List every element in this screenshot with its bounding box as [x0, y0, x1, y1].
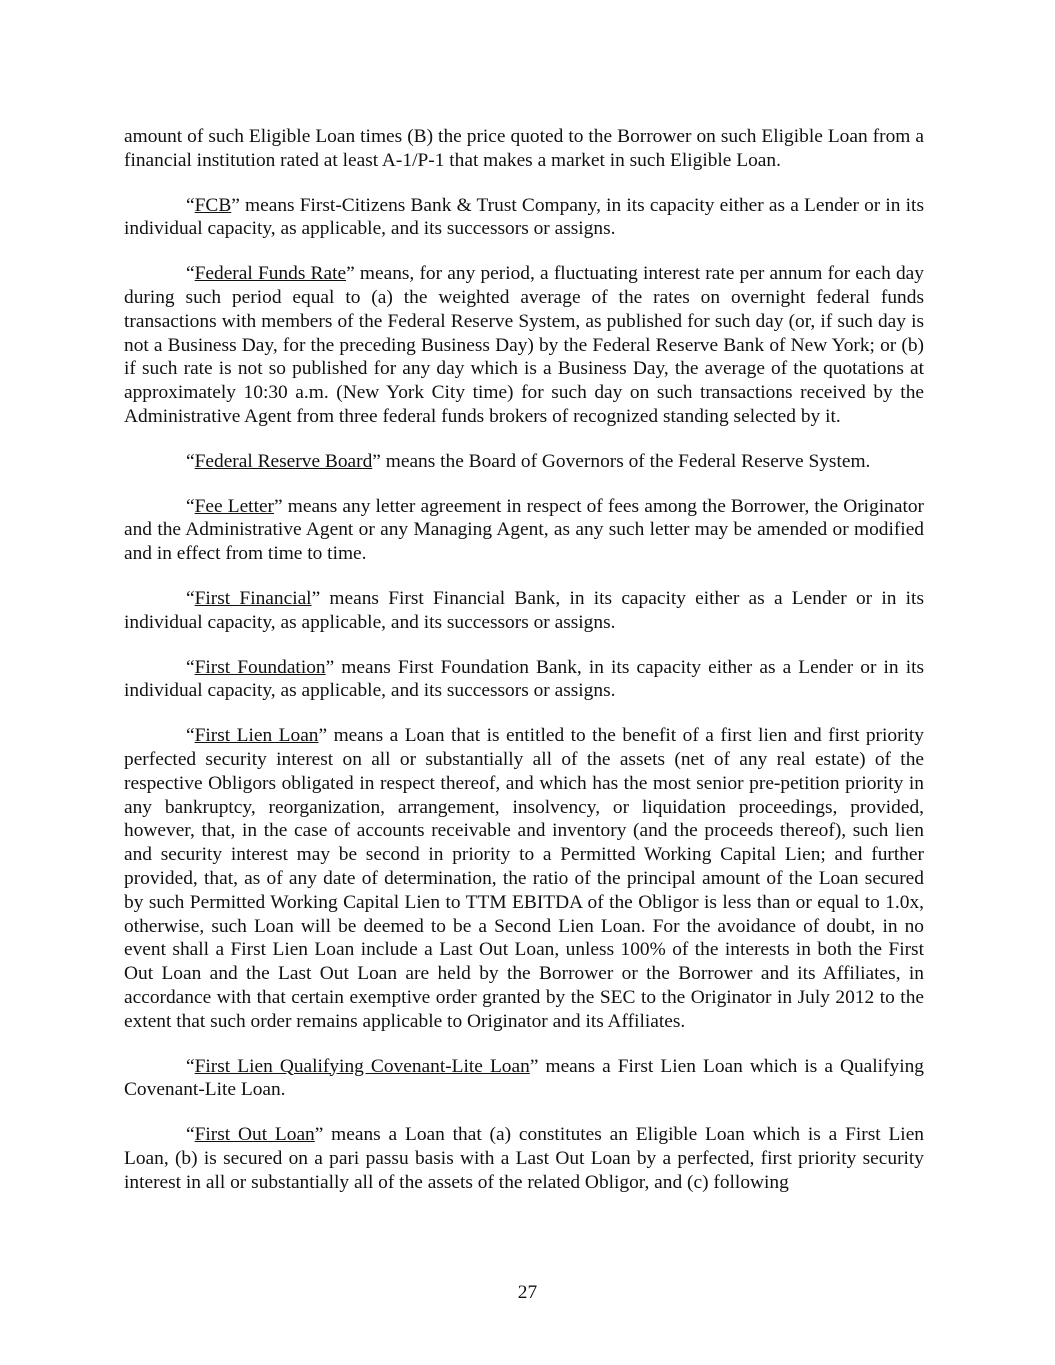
definition-text: means, for any period, a fluctuating interest rate per annum for each day during such period equal to (a) the weighted average of the rates on overnight federal funds transactions with members of the Federal Reserve System, as published for such day (or, if such day is not a Business Day, for the preceding Business Day) by the Federal Reserve Bank of New York; or (b) if such rate is not so published for any day which is a Business Day, the average of the quotations at approximately 10:30 a.m. (New York City time) for such day on such transactions received by the Administrative Agent from three federal funds brokers of recognized standing selected by it.	[124, 263, 924, 427]
defined-term: First Foundation	[194, 656, 326, 678]
page-number: 27	[517, 1282, 538, 1303]
definition-first-out-loan: “First Out Loan” means a Loan that (a) constitutes an Eligible Loan which is a First Lien Loan, (b) is secured on a pari passu basis with a Last Out Loan by a perfected, first priority security interest in all or substantially all of the assets of the related Obligor, and (c) following	[124, 1124, 924, 1193]
defined-term: First Out Loan	[194, 1124, 315, 1146]
definition-federal-funds-rate: “Federal Funds Rate” means, for any period, a fluctuating interest rate per annum for each day during such period equal to (a) the weighted average of the rates on overnight federal funds transactions with members of the Federal Reserve System, as published for such day (or, if such day is not a Business Day, for the preceding Business Day) by the Federal Reserve Bank of New York; or (b) if such rate is not so published for any day which is a Business Day, the average of the quotations at approximately 10:30 a.m. (New York City time) for such day on such transactions received by the Administrative Agent from three federal funds brokers of recognized standing selected by it.	[124, 263, 924, 427]
definition-first-foundation: “First Foundation” means First Foundation Bank, in its capacity either as a Lender or in its individual capacity, as applicable, and its successors or assigns.	[124, 656, 925, 702]
defined-term: Federal Funds Rate	[194, 263, 347, 285]
defined-term: First Financial	[194, 587, 312, 609]
defined-term: First Lien Loan	[194, 725, 319, 747]
definition-text: means First Financial Bank, in its capacity either as a Lender or in its individual capacity, as applicable, and its successors or assigns.	[124, 587, 924, 633]
defined-term: First Lien Qualifying Covenant-Lite Loan	[194, 1055, 530, 1077]
definition-text: means a Loan that (a) constitutes an Eligible Loan which is a First Lien Loan, (b) is secured on a pari passu basis with a Last Out Loan by a perfected, first priority security interest in all or substantially all of the assets of the related Obligor, and (c) following	[124, 1124, 924, 1193]
definition-text: means the Board of Governors of the Federal Reserve System.	[380, 450, 871, 472]
document-body	[124, 125, 924, 1215]
definition-first-lien-loan: “First Lien Loan” means a Loan that is entitled to the benefit of a first lien and first priority perfected security interest on all or substantially all of the assets (net of any real estate) of the respective Obligors obligated in respect thereof, and which has the most senior pre-petition priority in any bankruptcy, reorganization, arrangement, insolvency, or liquidation proceedings, provided, however, that, in the case of accounts receivable and inventory (and the proceeds thereof), such lien and security interest may be second in priority to a Permitted Working Capital Lien; and further provided, that, as of any date of determination, the ratio of the principal amount of the Loan secured by such Permitted Working Capital Lien to TTM EBITDA of the Obligor is less than or equal to 1.0x, otherwise, such Loan will be deemed to be a Second Lien Loan. For the avoidance of doubt, in no event shall a First Lien Loan include a Last Out Loan, unless 100% of the interests in both the First Out Loan and the Last Out Loan are held by the Borrower or the Borrower and its Affiliates, in accordance with that certain exemptive order granted by the SEC to the Originator in July 2012 to the extent that such order remains applicable to Originator and its Affiliates.	[124, 725, 924, 1032]
paragraph-continuation	[124, 125, 924, 173]
definition-first-financial: “First Financial” means First Financial Bank, in its capacity either as a Lender or in its individual capacity, as applicable, and its successors or assigns.	[124, 587, 924, 633]
definition-text: means any letter agreement in respect of fees among the Borrower, the Originator and the Administrative Agent or any Managing Agent, as any such letter may be amended or modified and in effect from time to time.	[124, 495, 924, 565]
definition-text: means First Foundation Bank, in its capacity either as a Lender or in its individual capacity, as applicable, and its successors or assigns.	[124, 656, 925, 702]
definition-federal-reserve-board: “Federal Reserve Board” means the Board of Governors of the Federal Reserve System.	[186, 450, 871, 472]
defined-term: FCB	[194, 194, 232, 216]
definition-first-lien-qualifying-covenant-lite-loan: “First Lien Qualifying Covenant-Lite Loan” means a First Lien Loan which is a Qualifying Covenant-Lite Loan.	[124, 1055, 924, 1101]
definition-fee-letter: “Fee Letter” means any letter agreement in respect of fees among the Borrower, the Originator and the Administrative Agent or any Managing Agent, as any such letter may be amended or modified and in effect from time to time.	[124, 495, 924, 565]
definition-text: means First-Citizens Bank & Trust Company, in its capacity either as a Lender or in its individual capacity, as applicable, and its successors or assigns.	[124, 194, 924, 240]
defined-term: Federal Reserve Board	[194, 450, 373, 472]
definition-text: means a First Lien Loan which is a Qualifying Covenant-Lite Loan.	[124, 1055, 924, 1101]
definition-text: means a Loan that is entitled to the benefit of a first lien and first priority perfected security interest on all or substantially all of the assets (net of any real estate) of the respective Obligors obligated in respect thereof, and which has the most senior pre-petition priority in any bankruptcy, reorganization, arrangement, insolvency, or liquidation proceedings, provided, however, that, in the case of accounts receivable and inventory (and the proceeds thereof), such lien and security interest may be second in priority to a Permitted Working Capital Lien; and further provided, that, as of any date of determination, the ratio of the principal amount of the Loan secured by such Permitted Working Capital Lien to TTM EBITDA of the Obligor is less than or equal to 1.0x, otherwise, such Loan will be deemed to be a Second Lien Loan. For the avoidance of doubt, in no event shall a First Lien Loan include a Last Out Loan, unless 100% of the interests in both the First Out Loan and the Last Out Loan are held by the Borrower or the Borrower and its Affiliates, in accordance with that certain exemptive order granted by the SEC to the Originator in July 2012 to the extent that such order remains applicable to Originator and its Affiliates.	[124, 725, 924, 1032]
definition-fcb: “FCB” means First-Citizens Bank & Trust Company, in its capacity either as a Lender or in its individual capacity, as applicable, and its successors or assigns.	[124, 194, 924, 240]
paragraph-text: amount of such Eligible Loan times (B) the price quoted to the Borrower on such Eligible Loan from a financial institution rated at least A-1/P-1 that makes a market in such Eligible Loan.	[124, 126, 924, 171]
defined-term: Fee Letter	[194, 495, 275, 517]
